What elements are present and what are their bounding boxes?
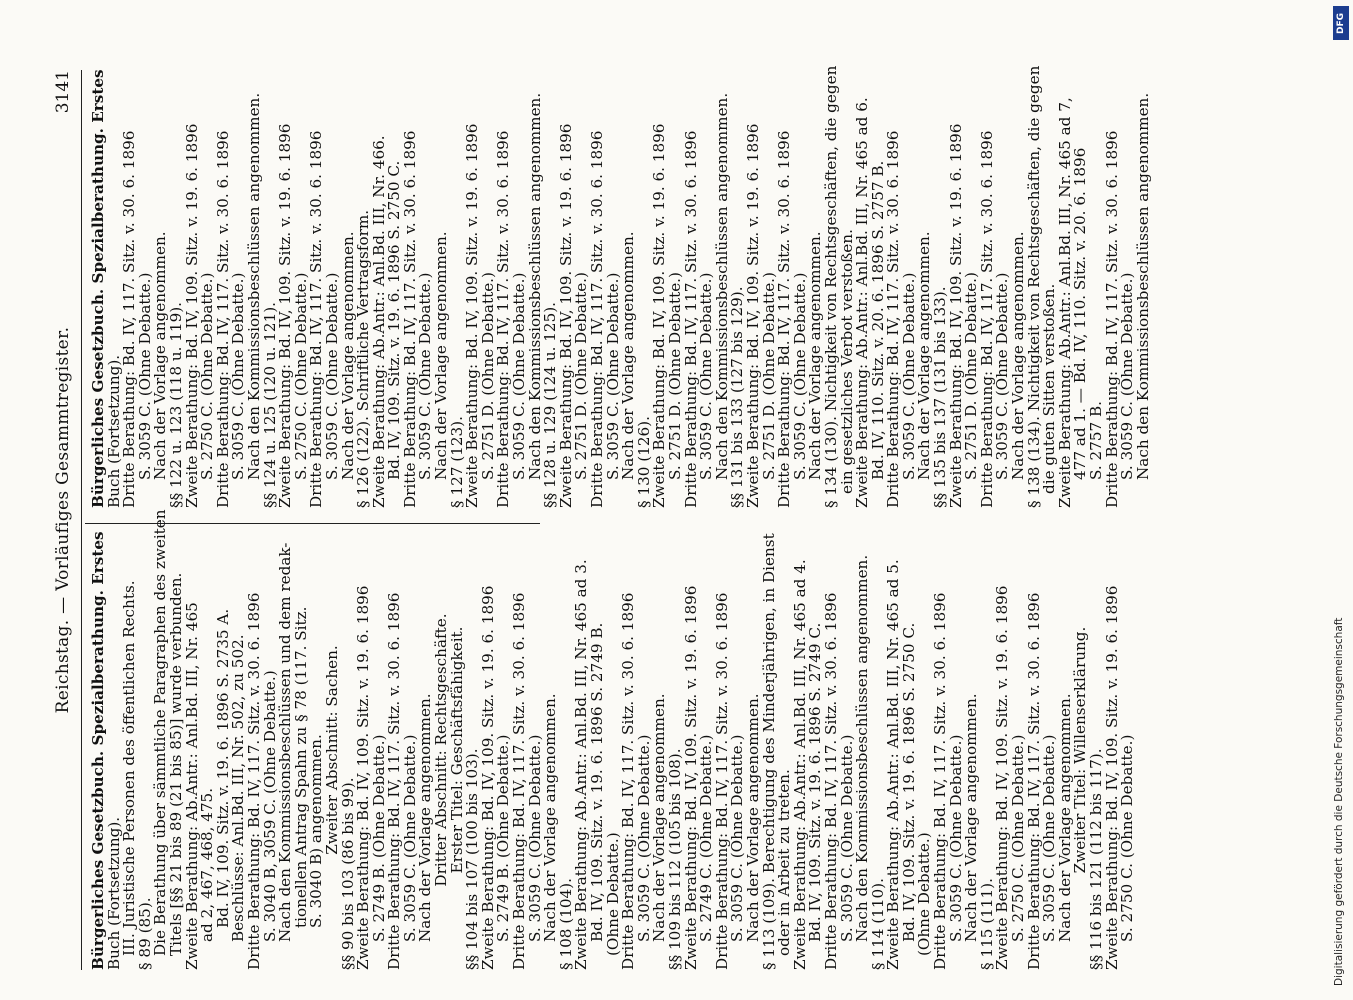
text-line: S. 3059 C. (Ohne Debatte.)	[1118, 272, 1137, 480]
text-line: S. 3059 C. (Ohne Debatte.)	[1040, 734, 1059, 942]
text-line: oder in Arbeit zu treten.	[775, 769, 794, 956]
text-line: Beschlüsse: Anl.Bd. III, Nr. 502, zu 502.	[229, 634, 248, 942]
text-line: S. 3059 C. (Ohne Debatte.)	[322, 272, 341, 480]
text-line: Zweite Berathung: Bd. IV, 109. Sitz. v. 19. 6. 1896	[463, 123, 482, 508]
text-line: S. 3059 C. (Ohne Debatte.)	[697, 272, 716, 480]
text-line: Nach der Vorlage angenommen.	[541, 693, 560, 942]
text-line: §§ 116 bis 121 (112 bis 117).	[1087, 748, 1105, 970]
text-line: Zweite Berathung: Bd. IV, 109. Sitz. v. 19. 6. 1896	[182, 123, 201, 508]
text-line: Zweite Berathung: Ab.Antr.: Anl.Bd. III, Nr. 465 ad 3.	[572, 559, 591, 970]
text-line: S. 2751 D. (Ohne Debatte.)	[572, 272, 591, 480]
text-line: S. 3059 C. (Ohne Debatte.)	[946, 734, 965, 942]
text-line: Nach den Kommissionsbeschlüssen und dem redak-	[276, 542, 295, 942]
text-line: Erster Titel: Geschäftsfähigkeit.	[447, 626, 466, 874]
text-line: Zweite Berathung: Bd. IV, 109. Sitz. v. 19. 6. 1896	[478, 585, 497, 970]
text-line: § 113 (109). Berechtigung des Minderjährigen, in Dienst	[759, 533, 778, 970]
text-line: Zweite Berathung: Ab.Antr.: Anl.Bd. III, Nr. 465 ad 4.	[790, 559, 809, 970]
text-line: Bd. IV, 109. Sitz. v. 19. 6. 1896 S. 2750 C.	[385, 160, 404, 480]
text-line: Zweite Berathung: Ab.Antr.: Anl.Bd. III, Nr. 465 ad 5.	[884, 559, 903, 970]
text-line: § 134 (130). Nichtigkeit von Rechtsgeschäften, die gegen	[821, 65, 840, 508]
text-line: S. 3059 C. (Ohne Debatte.)	[728, 734, 747, 942]
text-line: Dritte Berathung: Bd. IV, 117. Sitz. v. 30. 6. 1896	[931, 592, 950, 970]
text-line: Zweite Berathung: Bd. IV, 109. Sitz. v. 19. 6. 1896	[650, 123, 669, 508]
text-line: Zweiter Titel: Willenserklärung.	[1071, 626, 1090, 874]
text-line: Die Berathung über sämmtliche Paragraphen des zweiten	[151, 509, 170, 956]
text-line: Dritte Berathung: Bd. IV, 117. Sitz. v. 30. 6. 1896	[494, 130, 513, 508]
text-line: (Ohne Debatte.)	[915, 832, 934, 956]
text-line: S. 2750 C. (Ohne Debatte.)	[291, 272, 310, 480]
digitization-sidebar	[1333, 6, 1349, 996]
text-line: Nach den Kommissionsbeschlüssen angenommen.	[712, 92, 731, 480]
text-line: S. 2751 D. (Ohne Debatte.)	[962, 272, 981, 480]
text-line: S. 2757 B.	[1087, 401, 1105, 480]
text-line: Zweite Berathung: Bd. IV, 109. Sitz. v. 19. 6. 1896	[1102, 585, 1121, 970]
text-line: Bd. IV, 109. Sitz. v. 19. 6. 1896 S. 2750 C.	[899, 622, 918, 942]
text-line: Zweiter Abschnitt: Sachen.	[322, 645, 341, 855]
text-line: S. 3059 C. (Ohne Debatte.)	[416, 272, 435, 480]
page-number: 3141	[53, 70, 73, 114]
text-line: Dritte Berathung: Bd. IV, 117. Sitz. v. 30. 6. 1896	[1102, 130, 1121, 508]
text-line: Dritte Berathung: Bd. IV, 117. Sitz. v. 30. 6. 1896	[681, 130, 700, 508]
text-line: Zweite Berathung: Bd. IV, 109. Sitz. v. 19. 6. 1896	[276, 123, 295, 508]
text-line: (Ohne Debatte.)	[603, 832, 622, 956]
text-line: Nach der Vorlage angenommen.	[619, 231, 638, 480]
rotated-page	[45, 50, 1335, 980]
text-line: Nach der Vorlage angenommen.	[650, 693, 669, 942]
text-line: S. 3059 C. (Ohne Debatte.)	[993, 272, 1012, 480]
text-line: Nach der Vorlage angenommen.	[806, 231, 825, 480]
text-line: S. 2750 C. (Ohne Debatte.)	[198, 272, 217, 480]
text-line: S. 3059 C. (Ohne Debatte.)	[899, 272, 918, 480]
text-line: § 126 (122). Schriftliche Vertragsform.	[354, 209, 373, 508]
text-line: Dritte Berathung: Bd. IV, 117. Sitz. v. 30. 6. 1896	[1024, 592, 1043, 970]
text-line: Dritte Berathung: Bd. IV, 117. Sitz. v. 30. 6. 1896	[775, 130, 794, 508]
column-right	[89, 65, 1152, 508]
text-line: Dritte Berathung: Bd. IV, 117. Sitz. v. 30. 6. 1896	[213, 130, 232, 508]
text-line: S. 2751 D. (Ohne Debatte.)	[478, 272, 497, 480]
text-line: Dritte Berathung: Bd. IV, 117. Sitz. v. 30. 6. 1896	[244, 592, 263, 970]
text-line: Zweite Berathung: Ab.Antr.: Anl.Bd. III, Nr. 465 ad 7,	[1055, 97, 1074, 508]
text-line: S. 2751 D. (Ohne Debatte.)	[665, 272, 684, 480]
text-line: S. 3040 B, 3059 C. (Ohne Debatte.)	[260, 670, 279, 942]
text-line: Nach der Vorlage angenommen.	[432, 231, 451, 480]
text-line: Dritte Berathung: Bd. IV, 117. Sitz. v. 30. 6. 1896	[977, 130, 996, 508]
text-line: Nach den Kommissionsbeschlüssen angenommen.	[525, 92, 544, 480]
text-line: Dritte Berathung: Bd. IV, 117. Sitz. v. 30. 6. 1896	[884, 130, 903, 508]
text-line: Zweite Berathung: Bd. IV, 109. Sitz. v. 19. 6. 1896	[556, 123, 575, 508]
text-line: S. 3059 C. (Ohne Debatte.)	[510, 272, 529, 480]
text-line: III. Juristische Personen des öffentlichen Rechts.	[120, 580, 139, 956]
text-line: S. 2750 C. (Ohne Debatte.)	[1118, 734, 1137, 942]
text-line: S. 3059 C. (Ohne Debatte.)	[400, 734, 419, 942]
text-line: § 138 (134). Nichtigkeit von Rechtsgeschäften, die gegen	[1024, 65, 1043, 508]
text-line: Bd. IV, 109. Sitz. v. 19. 6. 1896 S. 2749 B.	[588, 622, 606, 942]
text-line: Nach der Vorlage angenommen.	[151, 231, 170, 480]
text-line: Dritte Berathung: Bd. IV, 117. Sitz. v. 30. 6. 1896	[510, 592, 529, 970]
text-line: S. 3059 C. (Ohne Debatte.)	[525, 734, 544, 942]
text-line: Bd. IV, 109. Sitz. v. 19. 6. 1896 S. 2749 C.	[806, 622, 825, 942]
text-line: Zweite Berathung: Ab.Antr.: Anl.Bd. III, Nr. 465	[182, 602, 201, 970]
text-line: S. 3059 C. (Ohne Debatte.)	[229, 272, 248, 480]
text-line: S. 3040 B) angenommen.	[307, 734, 326, 928]
funding-note: Digitalisierung gefördert durch die Deutsche Forschungsgemeinschaft	[1333, 617, 1345, 986]
text-line: §§ 131 bis 133 (127 bis 129).	[728, 286, 747, 508]
text-line: S. 2749 B. (Ohne Debatte.)	[369, 734, 388, 942]
text-line: Nach den Kommissionsbeschlüssen angenommen.	[244, 92, 263, 480]
text-line: Zweite Berathung: Bd. IV, 109. Sitz. v. 19. 6. 1896	[946, 123, 965, 508]
text-line: Dritte Berathung: Bd. IV, 117. Sitz. v. 30. 6. 1896	[712, 592, 731, 970]
text-line: Dritte Berathung: Bd. IV, 117. Sitz. v. 30. 6. 1896	[619, 592, 638, 970]
text-line: §§ 90 bis 103 (86 bis 99).	[338, 777, 357, 970]
text-line: ein gesetzliches Verbot verstoßen.	[837, 229, 856, 494]
text-line: Bd. IV, 109. Sitz. v. 19. 6. 1896 S. 2735 A.	[213, 608, 232, 928]
text-line: S. 3059 C. (Ohne Debatte.)	[837, 734, 856, 942]
text-line: Bd. IV, 110. Sitz. v. 20. 6. 1896 S. 2757 B.	[868, 160, 887, 480]
text-line: 477 ad 1. — Bd. IV, 110. Sitz. v. 20. 6. 1896	[1071, 147, 1090, 480]
text-line: Nach der Vorlage angenommen.	[1009, 231, 1028, 480]
text-line: ad 2, 467, 468, 475.	[198, 787, 217, 942]
text-line: Buch (Fortsetzung).	[104, 816, 123, 970]
text-line: Dritte Berathung: Bd. IV, 117. Sitz. v. 30. 6. 1896	[120, 130, 139, 508]
text-line: §§ 135 bis 137 (131 bis 133).	[931, 286, 950, 508]
text-line: die guten Sitten verstoßen.	[1040, 283, 1059, 494]
text-line: Nach der Vorlage angenommen.	[1055, 693, 1074, 942]
text-line: Buch (Fortsetzung).	[104, 354, 123, 508]
text-line: § 89 (85).	[135, 897, 154, 970]
text-line: Zweite Berathung: Ab.Antr.: Anl.Bd. III, Nr. 465 ad 6.	[853, 97, 872, 508]
text-line: Zweite Berathung: Bd. IV, 109. Sitz. v. 19. 6. 1896	[743, 123, 762, 508]
text-line: S. 2749 C. (Ohne Debatte.)	[697, 734, 716, 942]
text-line: S. 2749 B. (Ohne Debatte.)	[494, 734, 513, 942]
text-line: Bürgerliches Gesetzbuch. Spezialberathung. Erstes	[89, 531, 107, 970]
text-line: §§ 124 u. 125 (120 u. 121).	[260, 301, 279, 508]
text-line: S. 3059 C. (Ohne Debatte.)	[603, 272, 622, 480]
text-line: Dritte Berathung: Bd. IV, 117. Sitz. v. 30. 6. 1896	[821, 592, 840, 970]
page-header	[45, 70, 82, 970]
text-line: S. 3059 C. (Ohne Debatte.)	[790, 272, 809, 480]
text-line: Zweite Berathung: Bd. IV, 109. Sitz. v. 19. 6. 1896	[993, 585, 1012, 970]
text-line: Zweite Berathung: Ab.Antr.: Anl.Bd. III, Nr. 466.	[369, 135, 388, 508]
text-line: Dritte Berathung: Bd. IV, 117. Sitz. v. 30. 6. 1896	[307, 130, 326, 508]
text-line: S. 2751 D. (Ohne Debatte.)	[759, 272, 778, 480]
text-line: Zweite Berathung: Bd. IV, 109. Sitz. v. 19. 6. 1896	[354, 585, 373, 970]
header-title: Reichstag. — Vorläufiges Gesammtregister.	[53, 326, 73, 714]
text-line: Dritter Abschnitt: Rechtsgeschäfte.	[432, 613, 451, 887]
text-line: Bürgerliches Gesetzbuch. Spezialberathung. Erstes	[89, 69, 107, 508]
text-line: S. 3059 C. (Ohne Debatte.)	[135, 272, 154, 480]
text-line: § 127 (123).	[447, 416, 466, 508]
text-line: Nach den Kommissionsbeschlüssen angenommen.	[853, 554, 872, 942]
text-line: S. 2750 C. (Ohne Debatte.)	[1009, 734, 1028, 942]
text-line: §§ 104 bis 107 (100 bis 103).	[463, 748, 482, 970]
text-line: § 108 (104).	[556, 878, 575, 970]
column-left	[89, 509, 1137, 970]
text-line: Nach der Vorlage angenommen.	[962, 693, 981, 942]
text-line: Nach der Vorlage angenommen.	[743, 693, 762, 942]
text-line: §§ 128 u. 129 (124 u. 125).	[541, 301, 560, 508]
text-line: Titels [§§ 21 bis 89 (21 bis 85)] wurde verbunden.	[166, 572, 185, 956]
dfg-logo: DFG	[1333, 6, 1349, 40]
text-line: Dritte Berathung: Bd. IV, 117. Sitz. v. 30. 6. 1896	[588, 130, 606, 508]
text-line: §§ 122 u. 123 (118 u. 119).	[166, 301, 185, 508]
text-line: § 130 (126).	[634, 416, 653, 508]
text-line: Nach der Vorlage angenommen.	[416, 693, 435, 942]
text-line: § 115 (111).	[977, 878, 996, 970]
text-line: Dritte Berathung: Bd. IV, 117. Sitz. v. 30. 6. 1896	[385, 592, 404, 970]
text-line: §§ 109 bis 112 (105 bis 108).	[665, 748, 684, 970]
text-line: Dritte Berathung: Bd. IV, 117. Sitz. v. 30. 6. 1896	[400, 130, 419, 508]
text-line: Zweite Berathung: Bd. IV, 109. Sitz. v. 19. 6. 1896	[681, 585, 700, 970]
text-line: tionellen Antrag Spahn zu § 78 (117. Sitz.	[291, 606, 310, 928]
text-line: Nach den Kommissionsbeschlüssen angenommen.	[1133, 92, 1152, 480]
text-line: Nach der Vorlage angenommen.	[915, 231, 934, 480]
text-line: § 114 (110).	[868, 878, 887, 970]
text-line: S. 3059 C. (Ohne Debatte.)	[634, 734, 653, 942]
text-line: Nach der Vorlage angenommen.	[338, 231, 357, 480]
